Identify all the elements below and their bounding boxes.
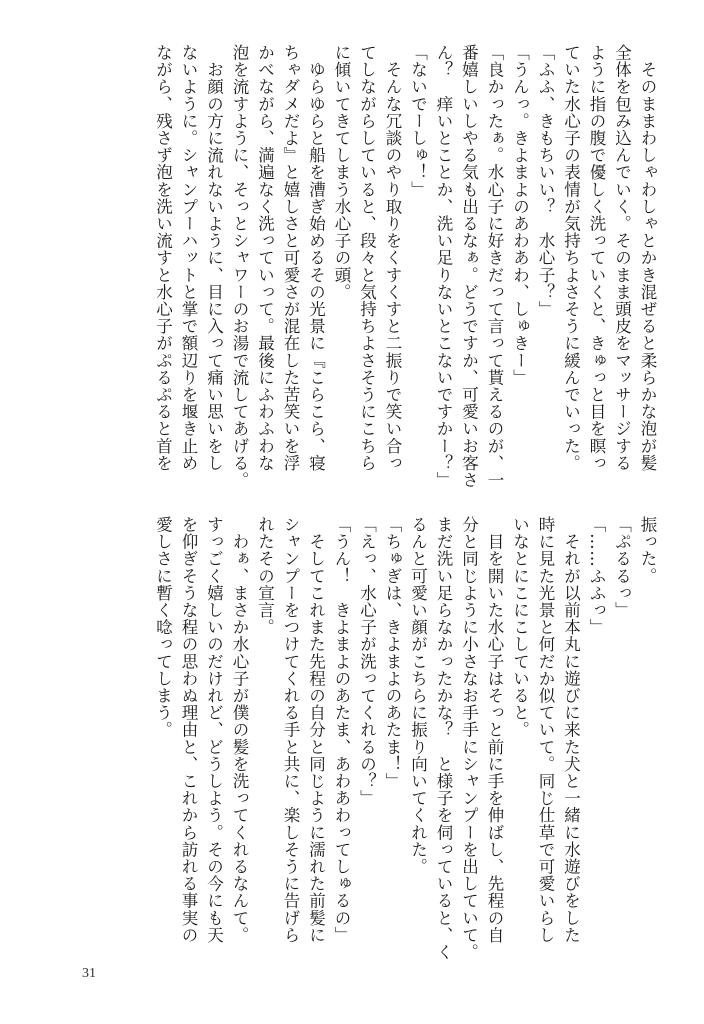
text-line: 全体を包み込んでいく。そのまま頭皮をマッサージする (612, 44, 632, 472)
text-line: かべながら、満遍なく洗っていって。最後にふわふわな (255, 44, 275, 472)
text-line: 「うんっ。きよまよのあわあわ、しゅきー」 (510, 44, 530, 386)
text-line: てしながらしていると、段々と気持ちよさそうにこちら (357, 44, 377, 472)
text-line: 分と同じように小さなお手手にシャンプーを出していて。 (459, 516, 479, 961)
top-text-block (64, 44, 660, 489)
text-line: 「ぷるるっ」 (612, 516, 632, 619)
text-line: お顔の方に流れないように、目に入って痛い思いをし (204, 44, 224, 472)
text-line: ながら、残さず泡を洗い流すと水心子がぷるぷると首を (153, 44, 173, 472)
text-line: 目を開いた水心子はそっと前に手を伸ばし、先程の自 (485, 516, 504, 944)
bottom-text-block (64, 516, 660, 961)
text-line: るんと可愛い顔がこちらに振り向いてくれた。 (408, 516, 428, 876)
text-line: 愛しさに暫く唸ってしまう。 (153, 516, 173, 739)
text-line: 「ないでーしゅ！」 (408, 44, 428, 198)
text-line: わぁ、まさか水心子が僕の髪を洗ってくれるなんて。 (230, 516, 249, 944)
text-line: ないように。シャンプーハットと掌で額辺りを堰き止め (179, 44, 198, 472)
text-line: 「ふふ、きもちいい？ 水心子？」 (536, 44, 555, 318)
text-line: いなとにこにこしていると。 (510, 516, 530, 739)
text-line: すっごく嬉しいのだけれど、どうしよう。その今にも天 (204, 516, 224, 944)
text-line: ていた水心子の表情が気持ちよさそうに緩んでいった。 (561, 44, 581, 472)
text-line: ゆらゆらと船を漕ぎ始めるその光景に『こらこら、寝 (306, 44, 326, 472)
text-line: 時に見た光景と何だか似ていて。同じ仕草で可愛いらし (536, 516, 555, 944)
text-line: 「ちゅぎは、きよまよのあたま！」 (383, 516, 402, 790)
text-line: 「良かったぁ。水心子に好きだって言って貰えるのが、一 (485, 44, 504, 489)
page-number: 31 (82, 966, 96, 981)
text-line: そんな冗談のやり取りをくすくすと二振りで笑い合っ (383, 44, 402, 472)
text-line: まだ洗い足らなかったかな？ と様子を伺っていると、く (434, 516, 453, 961)
text-line: シャンプーをつけてくれる手と共に、楽しそうに告げら (281, 516, 300, 944)
text-line: 番嬉しいしやる気も出るなぁ。どうですか、可愛いお客さ (459, 44, 479, 489)
text-line: ん？ 痒いとことか、洗い足りないとこないですかー？」 (434, 44, 453, 489)
text-line: 振った。 (638, 516, 657, 585)
text-line: ちゃダメだよ』と嬉しさと可愛さが混在した苦笑いを浮 (281, 44, 300, 472)
text-line: 泡を流すように、そっとシャワーのお湯で流してあげる。 (230, 44, 249, 489)
text-line: そしてこれまた先程の自分と同じように濡れた前髪に (306, 516, 326, 944)
text-line: 「えっ、水心子が洗ってくれるの？」 (357, 516, 377, 807)
text-line: に傾いてきてしまう水心子の頭。 (332, 44, 351, 301)
text-line: 「……ふふっ」 (587, 516, 606, 636)
text-line: それが以前本丸に遊びに来た犬と一緒に水遊びをした (561, 516, 581, 944)
text-line: を仰ぎそうな程の思わぬ理由と、これから訪れる事実の (179, 516, 198, 944)
text-line: そのままわしゃわしゃとかき混ぜると柔らかな泡が髪 (638, 44, 657, 472)
text-line: ように指の腹で優しく洗っていくと、きゅっと目を瞑っ (587, 44, 606, 472)
text-line: 「うん！ きよまよのあたま、あわあわってしゅるの」 (332, 516, 351, 944)
text-line: れたその宣言。 (255, 516, 275, 636)
